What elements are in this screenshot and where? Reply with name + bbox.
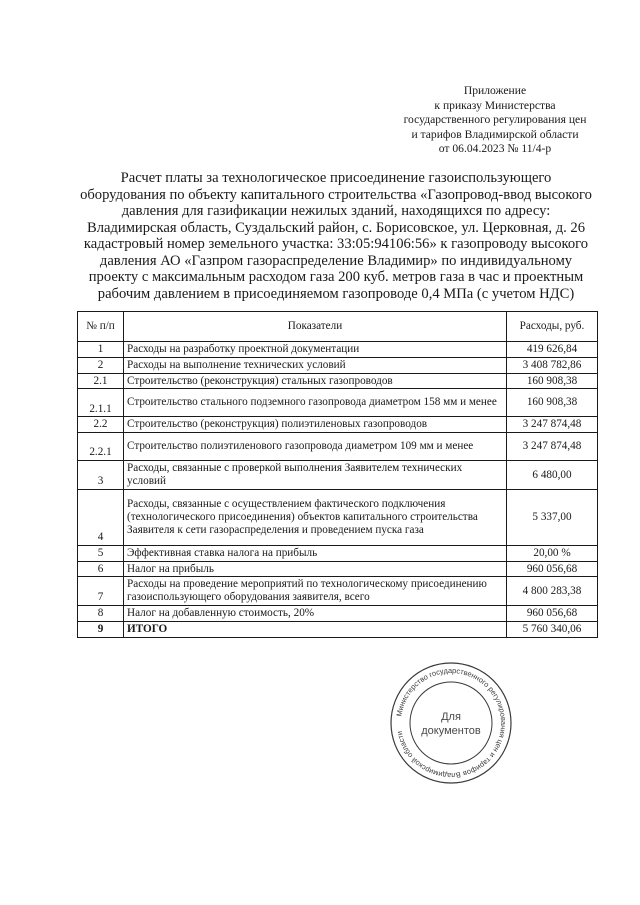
official-stamp [388, 660, 514, 786]
row-name: Расходы, связанные с осуществлением фактического подключения (технологического присоединения) объектов капитального строительства Заявителя к сети газораспределения и проведением пуска газа [124, 489, 507, 545]
stamp-outer-ring [391, 663, 511, 783]
row-num: 1 [78, 342, 124, 358]
row-num: 7 [78, 577, 124, 606]
stamp-ring-textpath: Министерство государственного регулирования цен и тарифов Владимирской области [394, 665, 509, 781]
table-row [78, 605, 598, 621]
row-num: 4 [78, 489, 124, 545]
row-num: 6 [78, 561, 124, 577]
row-num: 5 [78, 545, 124, 561]
row-value: 3 408 782,86 [507, 357, 598, 373]
row-name: Расходы на проведение мероприятий по технологическому присоединению газоиспользующего оборудования заявителя, всего [124, 577, 507, 606]
row-num: 2 [78, 357, 124, 373]
table-row [78, 417, 598, 433]
table-row [78, 389, 598, 417]
title-line: Расчет платы за технологическое присоединение газоиспользующего [120, 170, 552, 186]
table-row [78, 433, 598, 461]
table-row-total [78, 621, 598, 637]
table-row [78, 577, 598, 606]
row-name: Налог на добавленную стоимость, 20% [124, 605, 507, 621]
row-value: 3 247 874,48 [507, 433, 598, 461]
title-line: Владимирская область, Суздальский район, с. Борисовское, ул. Церковная, д. 26 [86, 219, 586, 236]
row-name: ИТОГО [124, 621, 507, 637]
row-num: 3 [78, 461, 124, 490]
row-num: 2.2.1 [78, 433, 124, 461]
row-name: Строительство полиэтиленового газопровода диаметром 109 мм и менее [124, 433, 507, 461]
table-row [78, 461, 598, 490]
row-value: 4 800 283,38 [507, 577, 598, 606]
row-name: Строительство стального подземного газопровода диаметром 158 мм и менее [124, 389, 507, 417]
table-row [78, 545, 598, 561]
title-line: проекту с максимальным расходом газа 200 куб. метров газа в час и проектным [88, 269, 584, 285]
row-name: Расходы, связанные с проверкой выполнения Заявителем технических условий [124, 461, 507, 490]
title-line: давления АО «Газпром газораспределение Владимир» по индивидуальному [99, 252, 573, 269]
row-name: Эффективная ставка налога на прибыль [124, 545, 507, 561]
row-value: 3 247 874,48 [507, 417, 598, 433]
table-row [78, 489, 598, 545]
appendix-line: и тарифов Владимирской области [411, 127, 579, 141]
row-value: 960 056,68 [507, 605, 598, 621]
header-name: Показатели [124, 312, 507, 342]
row-value: 6 480,00 [507, 461, 598, 490]
cost-table [77, 311, 598, 638]
title-line: оборудования по объекту капитального строительства «Газопровод-ввод высокого [80, 186, 592, 203]
table-row [78, 357, 598, 373]
row-num: 9 [78, 621, 124, 637]
row-value: 419 626,84 [507, 342, 598, 358]
row-num: 2.2 [78, 417, 124, 433]
table-row [78, 561, 598, 577]
row-name: Строительство (реконструкция) полиэтиленовых газопроводов [124, 417, 507, 433]
row-value: 20,00 % [507, 545, 598, 561]
row-name: Расходы на разработку проектной документации [124, 342, 507, 358]
table-row [78, 373, 598, 389]
row-value: 5 760 340,06 [507, 621, 598, 637]
row-value: 160 908,38 [507, 373, 598, 389]
title-line: рабочим давлением в присоединяемом газопроводе 0,4 МПа (с учетом НДС) [97, 285, 575, 302]
table-header-row [78, 312, 598, 342]
row-num: 8 [78, 605, 124, 621]
stamp-center-line1: Для [441, 711, 461, 723]
title-line: кадастровый номер земельного участка: 33:05:94106:56» к газопроводу высокого [83, 236, 589, 252]
document-title [74, 170, 598, 302]
stamp-inner-ring [410, 682, 492, 764]
row-num: 2.1.1 [78, 389, 124, 417]
appendix-line: Приложение [463, 84, 527, 97]
stamp-center-line2: документов [421, 725, 481, 737]
row-value: 5 337,00 [507, 489, 598, 545]
appendix-line: от 06.04.2023 № 11/4-р [438, 142, 552, 156]
row-value: 960 056,68 [507, 561, 598, 577]
appendix-line: к приказу Министерства [434, 98, 556, 112]
table-row [78, 342, 598, 358]
row-name: Расходы на выполнение технических условий [124, 357, 507, 373]
title-line: давления для газификации нежилых зданий, находящихся по адресу: [121, 203, 551, 219]
row-name: Налог на прибыль [124, 561, 507, 577]
appendix-block [372, 84, 618, 157]
row-num: 2.1 [78, 373, 124, 389]
appendix-line: государственного регулирования цен [403, 113, 587, 127]
row-value: 160 908,38 [507, 389, 598, 417]
header-num: № п/п [78, 312, 124, 342]
row-name: Строительство (реконструкция) стальных газопроводов [124, 373, 507, 389]
header-value: Расходы, руб. [507, 312, 598, 342]
